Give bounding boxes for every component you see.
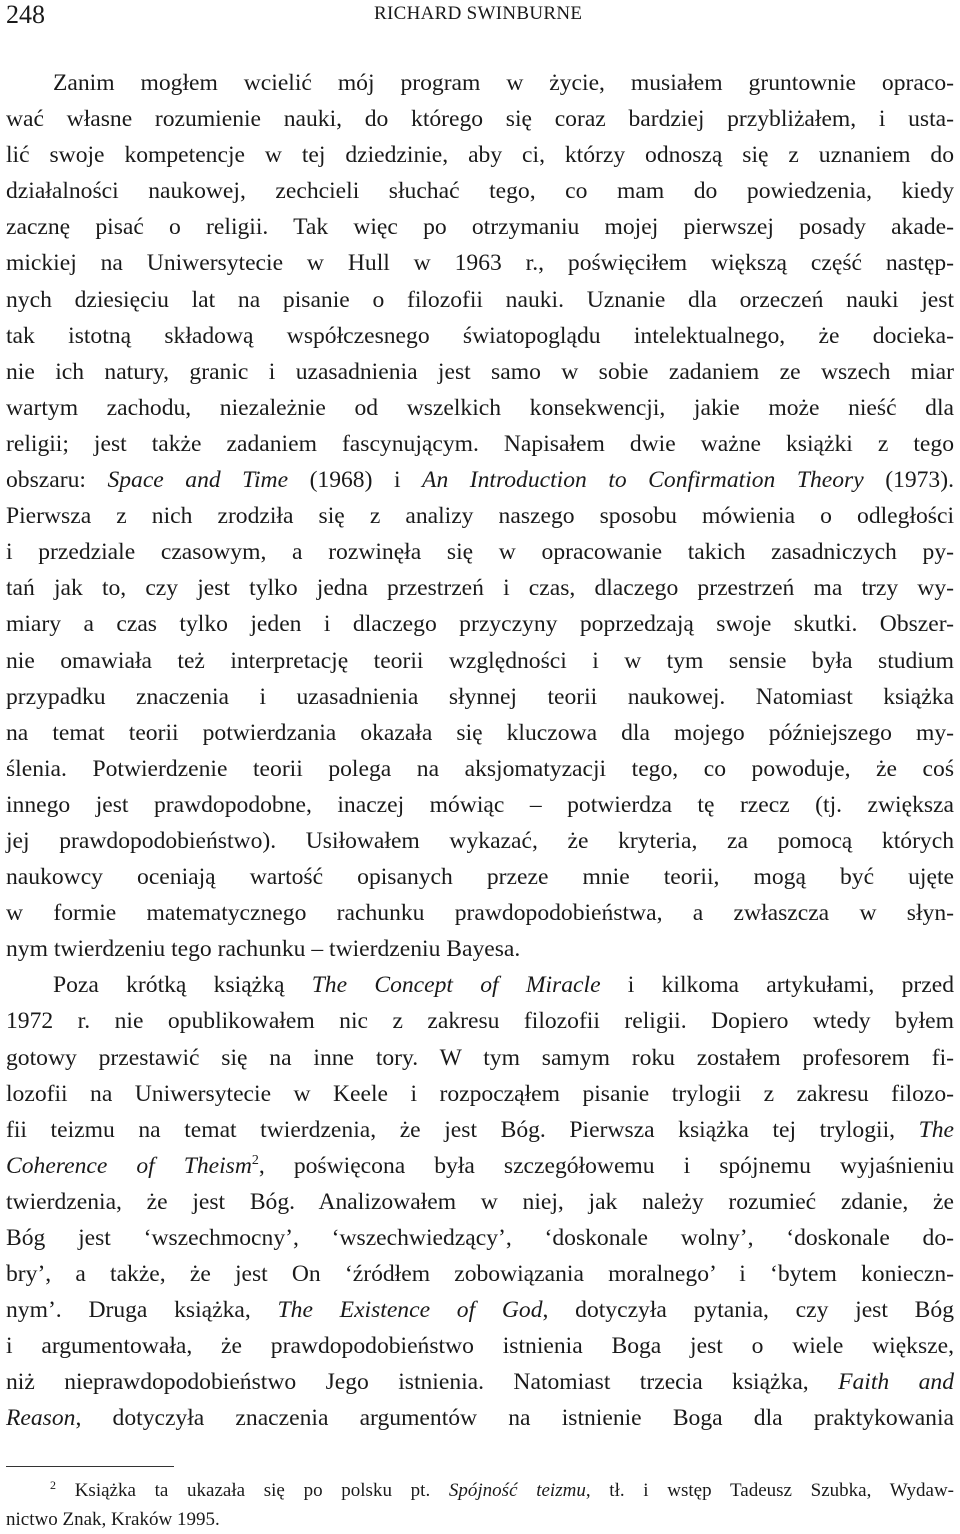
text-run: , dotyczyła pytania, czy jest Bóg: [542, 1297, 954, 1324]
footnote-number: 2: [50, 1478, 56, 1492]
text-line: wać własne rozumienie nauki, do którego się coraz bardziej przybliżałem, i usta-: [6, 106, 954, 133]
text-line: Zanim mogłem wcielić mój program w życie, musiałem gruntownie opraco-: [53, 70, 954, 96]
text-line: nym twierdzeniu tego rachunku – twierdzeniu Bayesa.: [6, 936, 521, 963]
text-line: [6, 1148, 954, 1184]
text-line: i argumentowała, że prawdopodobieństwo istnienia Boga jest o wiele większe,: [6, 1333, 954, 1360]
body-text: [6, 65, 954, 1437]
text-line: lić swoje kompetencje w tej dziedzinie, aby ci, którzy odnoszą się z uznaniem do: [6, 142, 954, 169]
text-line: wartym zachodu, niezależnie od wszelkich konsekwencji, jakie może nieść dla: [6, 394, 954, 421]
text-line: twierdzenia, że jest Bóg. Analizowałem w niej, jak należy rozumieć zdanie, że: [6, 1188, 954, 1215]
text-run: Książka ta ukazała się po polsku pt.: [56, 1480, 449, 1501]
book-title: Faith and: [838, 1369, 954, 1396]
text-line: religii; jest także zadaniem fascynującym. Napisałem dwie ważne książki z tego: [6, 430, 954, 457]
text-run: niż nieprawdopodobieństwo Jego istnienia. Natomiast trzecia książka,: [6, 1369, 839, 1396]
text-line: naukowcy oceniają wartość opisanych przeze mnie teorii, mogą być ujęte: [6, 864, 954, 891]
book-title: Coherence of Theism: [6, 1152, 252, 1179]
text-line: w formie matematycznego rachunku prawdopodobieństwa, a zwłaszcza w słyn-: [6, 900, 954, 927]
text-line: zacznę pisać o religii. Tak więc po otrzymaniu mojej pierwszej posady akade-: [6, 214, 954, 241]
paragraph: [6, 967, 954, 1436]
footnote-line: nictwo Znak, Kraków 1995.: [6, 1509, 220, 1530]
running-head: RICHARD SWINBURNE: [374, 3, 583, 24]
page-header: [6, 0, 954, 32]
text-line: nie ich natury, granic i uzasadnienia jest samo w sobie zadaniem ze wszech miar: [6, 358, 954, 385]
text-line: jej prawdopodobieństwo). Usiłowałem wykazać, że kryteria, za pomocą których: [6, 827, 954, 854]
text-line: i przedziale czasowym, a rozwinęła się w opracowanie takich zasadniczych py-: [6, 539, 954, 566]
text-line: Pierwsza z nich zrodziła się z analizy naszego sposobu mówienia o odległości: [6, 503, 954, 530]
paragraph: [6, 65, 954, 967]
text-run: , poświęcona była szczegółowemu i spójnemu wyjaśnieniu: [258, 1152, 954, 1179]
book-title: The: [918, 1116, 954, 1143]
text-line: innego jest prawdopodobne, inaczej mówiąc – potwierdza tę rzecz (tj. zwiększa: [6, 791, 954, 818]
book-title: An Introduction to Confirmation Theory: [422, 467, 864, 494]
text-run: fii teizmu na temat twierdzenia, że jest Bóg. Pierwsza książka tej trylogii,: [6, 1116, 919, 1143]
text-run: , tł. i wstęp Tadeusz Szubka, Wydaw-: [585, 1480, 954, 1501]
text-run: (1973).: [863, 467, 954, 494]
text-line: ślenia. Potwierdzenie teorii polega na aksjomatyzacji tego, co powoduje, że coś: [6, 755, 954, 782]
text-line: [6, 967, 954, 1003]
text-run: nym’. Druga książka,: [6, 1297, 278, 1324]
text-line: nie omawiała też interpretację teorii względności i w tym sensie była studium: [6, 647, 954, 674]
text-line: miary a czas tylko jeden i dlaczego przyczyny poprzedzają swoje skutki. Obszer-: [6, 611, 954, 638]
text-line: tań jak to, czy jest tylko jedna przestrzeń i czas, dlaczego przestrzeń ma trzy wy-: [6, 575, 954, 602]
text-line: mickiej na Uniwersytecie w Hull w 1963 r., poświęciłem większą część następ-: [6, 250, 954, 277]
text-line: przypadku znaczenia i uzasadnienia słynnej teorii naukowej. Natomiast książka: [6, 683, 954, 710]
text-run: obszaru:: [6, 467, 108, 494]
text-line: gotowy przestawić się na inne tory. W tym samym roku zostałem profesorem fi-: [6, 1044, 954, 1071]
text-line: działalności naukowej, zechcieli słuchać tego, co mam do powiedzenia, kiedy: [6, 178, 954, 205]
text-line: tak istotną składową współczesnego światopoglądu intelektualnego, że docieka-: [6, 322, 954, 349]
footnote: [6, 1476, 954, 1534]
book-title: Reason: [6, 1405, 76, 1432]
text-run: , dotyczyła znaczenia argumentów na istnienie Boga dla praktykowania: [75, 1405, 954, 1432]
text-line: [6, 1112, 954, 1148]
footnote-divider: [6, 1466, 174, 1467]
page-number: 248: [6, 0, 45, 29]
book-title: Spójność teizmu: [448, 1480, 586, 1501]
text-run: i kilkoma artykułami, przed: [600, 972, 954, 999]
text-line: na temat teorii potwierdzania okazała się kluczowa dla mojego późniejszego my-: [6, 719, 954, 746]
text-line: bry’, a także, że jest On ‘źródłem zobowiązania moralnego’ i ‘bytem konieczn-: [6, 1261, 954, 1288]
book-title: The Existence of God: [277, 1297, 543, 1324]
book-title: The Concept of Miracle: [311, 972, 601, 999]
text-line: [6, 1400, 954, 1436]
footnote-line: [6, 1476, 954, 1505]
text-line: [6, 1292, 954, 1328]
text-line: lozofii na Uniwersytecie w Keele i rozpocząłem pisanie trylogii z zakresu filozo-: [6, 1080, 954, 1107]
text-line: [6, 1364, 954, 1400]
text-line: Bóg jest ‘wszechmocny’, ‘wszechwiedzący’, ‘doskonale wolny’, ‘doskonale do-: [6, 1225, 954, 1251]
text-line: [6, 462, 954, 498]
book-title: Space and Time: [107, 467, 289, 494]
text-run: Poza krótką książką: [53, 972, 312, 999]
text-line: 1972 r. nie opublikowałem nic z zakresu filozofii religii. Dopiero wtedy byłem: [6, 1008, 954, 1035]
text-line: nych dziesięciu lat na pisanie o filozofii nauki. Uznanie dla orzeczeń nauki jest: [6, 286, 954, 313]
text-run: (1968) i: [288, 467, 423, 494]
footnote-reference[interactable]: 2: [251, 1152, 259, 1168]
